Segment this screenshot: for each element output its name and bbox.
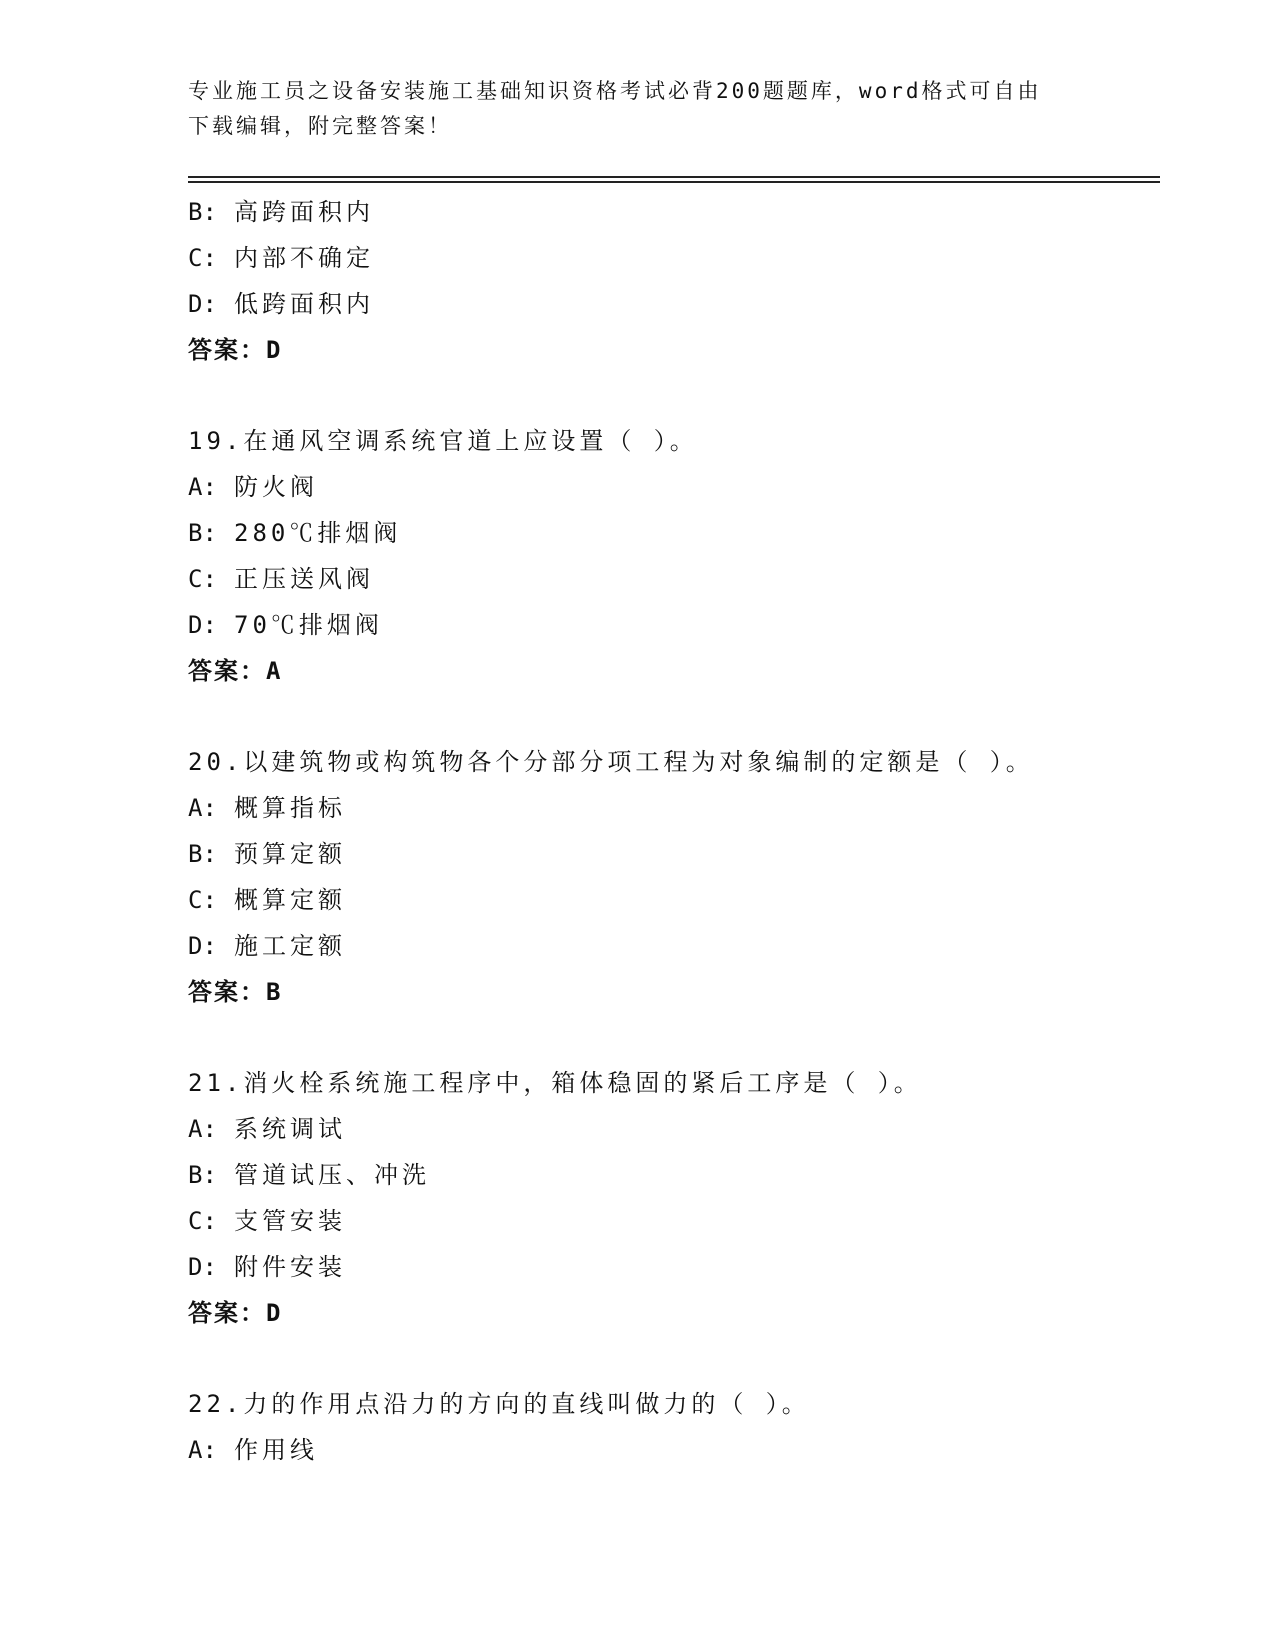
option-text: 内部不确定: [234, 244, 374, 272]
option-label: B:: [188, 519, 217, 547]
header-title-line-2: 下载编辑，附完整答案！: [188, 114, 452, 138]
answer-label: 答案：: [188, 336, 266, 364]
option-text: 低跨面积内: [234, 290, 374, 318]
answer-label: 答案：: [188, 978, 266, 1006]
option-label: A:: [188, 1115, 217, 1143]
option-d: [188, 602, 1168, 648]
option-c: [188, 1198, 1168, 1244]
option-label: D:: [188, 1253, 217, 1281]
option-text: 70℃排烟阀: [234, 611, 383, 639]
answer-value: D: [266, 1299, 283, 1327]
option-text: 防火阀: [234, 473, 318, 501]
option-b: [188, 189, 1168, 235]
option-label: D:: [188, 932, 217, 960]
answer-line: [188, 969, 1168, 1015]
option-b: [188, 510, 1168, 556]
question-stem: 19.在通风空调系统官道上应设置（ ）。: [188, 427, 698, 455]
spacer: [188, 373, 1168, 418]
option-text: 支管安装: [234, 1207, 346, 1235]
option-c: [188, 556, 1168, 602]
question-21: [188, 1060, 1168, 1336]
option-label: B:: [188, 840, 217, 868]
question-stem: 21.消火栓系统施工程序中，箱体稳固的紧后工序是（ ）。: [188, 1069, 922, 1097]
answer-label: 答案：: [188, 657, 266, 685]
header-rule-top: [188, 176, 1160, 178]
option-d: [188, 1244, 1168, 1290]
question-stem: 22.力的作用点沿力的方向的直线叫做力的（ ）。: [188, 1390, 810, 1418]
option-label: D:: [188, 611, 217, 639]
option-text: 预算定额: [234, 840, 346, 868]
option-d: [188, 923, 1168, 969]
option-text: 正压送风阀: [234, 565, 374, 593]
option-b: [188, 1152, 1168, 1198]
answer-value: B: [266, 978, 283, 1006]
document-header: [188, 74, 1088, 144]
option-label: C:: [188, 1207, 217, 1235]
answer-line: [188, 1290, 1168, 1336]
option-label: A:: [188, 794, 217, 822]
question-22: [188, 1381, 1168, 1473]
option-text: 施工定额: [234, 932, 346, 960]
header-rule-bottom: [188, 181, 1160, 183]
question-20: [188, 739, 1168, 1015]
option-d: [188, 281, 1168, 327]
option-text: 概算定额: [234, 886, 346, 914]
answer-value: D: [266, 336, 283, 364]
option-label: B:: [188, 1161, 217, 1189]
option-label: C:: [188, 565, 217, 593]
option-text: 附件安装: [234, 1253, 346, 1281]
question-stem: 20.以建筑物或构筑物各个分部分项工程为对象编制的定额是（ ）。: [188, 748, 1034, 776]
question-list: [188, 189, 1168, 1473]
option-a: [188, 464, 1168, 510]
option-text: 系统调试: [234, 1115, 346, 1143]
option-label: A:: [188, 473, 217, 501]
option-c: [188, 877, 1168, 923]
answer-line: [188, 648, 1168, 694]
option-label: C:: [188, 886, 217, 914]
option-text: 280℃排烟阀: [234, 519, 402, 547]
option-a: [188, 1427, 1168, 1473]
option-label: B:: [188, 198, 217, 226]
option-a: [188, 785, 1168, 831]
option-label: A:: [188, 1436, 217, 1464]
option-a: [188, 1106, 1168, 1152]
answer-label: 答案：: [188, 1299, 266, 1327]
option-c: [188, 235, 1168, 281]
option-label: C:: [188, 244, 217, 272]
option-text: 作用线: [234, 1436, 318, 1464]
option-text: 管道试压、冲洗: [234, 1161, 430, 1189]
header-title-line-1: 专业施工员之设备安装施工基础知识资格考试必背200题题库，word格式可自由: [188, 79, 1042, 103]
spacer: [188, 1336, 1168, 1381]
answer-line: [188, 327, 1168, 373]
question-19: [188, 418, 1168, 694]
option-text: 高跨面积内: [234, 198, 374, 226]
option-label: D:: [188, 290, 217, 318]
answer-value: A: [266, 657, 283, 685]
question-18-continuation: [188, 189, 1168, 373]
spacer: [188, 1015, 1168, 1060]
option-b: [188, 831, 1168, 877]
option-text: 概算指标: [234, 794, 346, 822]
spacer: [188, 694, 1168, 739]
